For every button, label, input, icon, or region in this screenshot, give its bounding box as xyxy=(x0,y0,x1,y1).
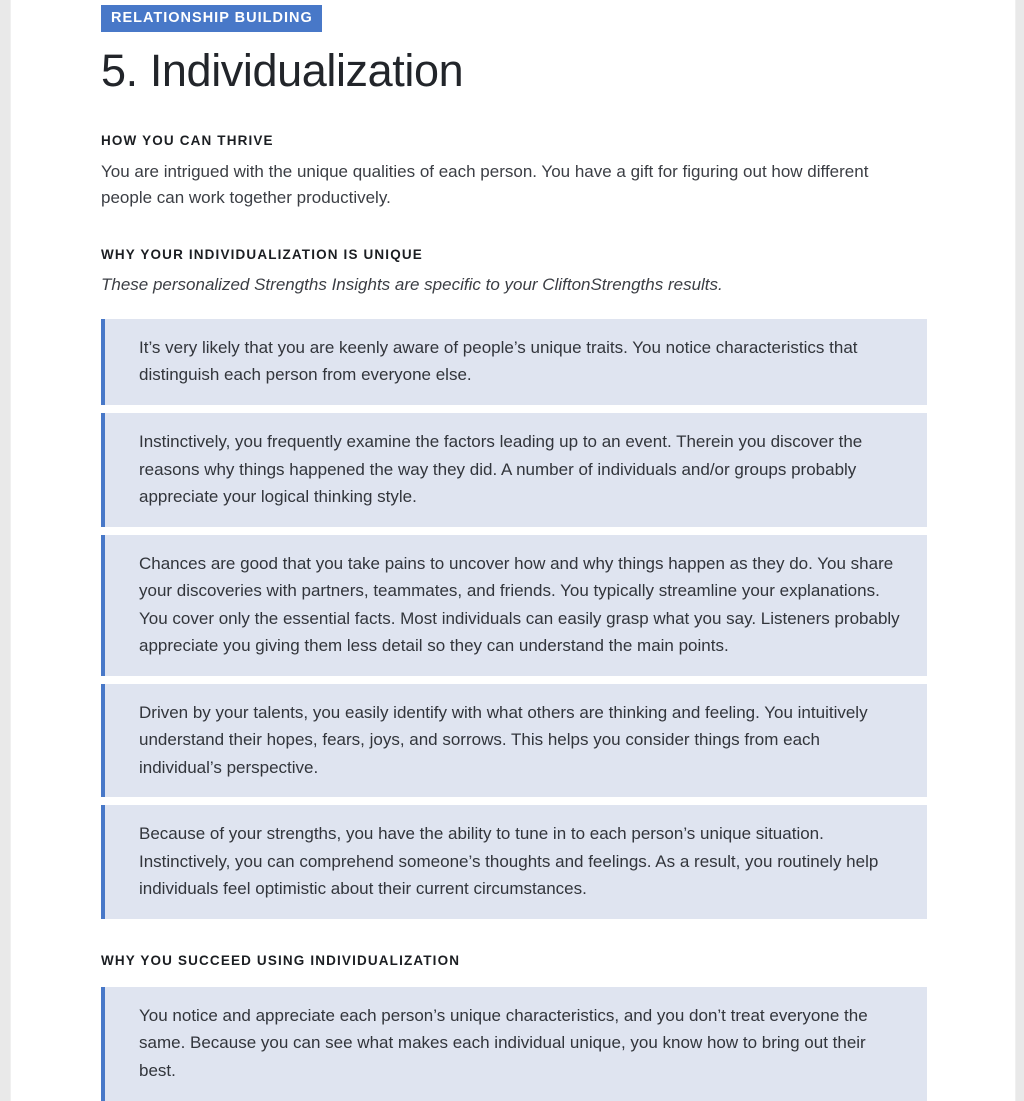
accent-bar-icon xyxy=(101,413,105,527)
category-badge-row xyxy=(101,0,937,32)
accent-bar-icon xyxy=(101,805,105,919)
insight-card xyxy=(101,413,927,527)
category-badge: RELATIONSHIP BUILDING xyxy=(101,5,322,32)
insight-card-text: You notice and appreciate each person’s unique characteristics, and you don’t treat everyone the same. Because you can see what makes each individual unique, you know how to bring out their best. xyxy=(139,1005,868,1080)
page-title: 5. Individualization xyxy=(101,44,464,96)
insight-card xyxy=(101,987,927,1101)
personalized-insights-subtitle: These personalized Strengths Insights are specific to your CliftonStrengths results. xyxy=(101,275,723,295)
insight-card xyxy=(101,535,927,676)
accent-bar-icon xyxy=(101,987,105,1101)
thrive-description: You are intrigued with the unique qualities of each person. You have a gift for figuring out how different people can work together productively. xyxy=(101,161,869,208)
report-page xyxy=(11,0,1015,1101)
insight-card-text: Driven by your talents, you easily identify with what others are thinking and feeling. You intuitively understand their hopes, fears, joys, and sorrows. This helps you consider things from each individual’s perspective. xyxy=(139,702,868,777)
section-heading-why-your-individualization-is-unique: WHY YOUR INDIVIDUALIZATION IS UNIQUE xyxy=(101,247,423,263)
page-content xyxy=(11,0,1015,1101)
insight-card-text: Chances are good that you take pains to uncover how and why things happen as they do. You share your discoveries with partners, teammates, and friends. You typically streamline your explanations. You cover only the essential facts. Most individuals can easily grasp what you say. Listeners probably appreciate you giving them less detail so they can understand the main points. xyxy=(139,553,900,656)
insight-card-text: Because of your strengths, you have the ability to tune in to each person’s unique situation. Instinctively, you can comprehend someone’s thoughts and feelings. As a result, you routinely help individuals feel optimistic about their current circumstances. xyxy=(139,824,879,899)
insight-card xyxy=(101,805,927,919)
insight-card xyxy=(101,684,927,798)
insight-card xyxy=(101,319,927,405)
section-heading-why-you-succeed-using-individualization: WHY YOU SUCCEED USING INDIVIDUALIZATION xyxy=(101,952,461,968)
accent-bar-icon xyxy=(101,535,105,676)
insight-card-text: Instinctively, you frequently examine the factors leading up to an event. Therein you discover the reasons why things happened the way they did. A number of individuals and/or groups probably appreciate your logical thinking style. xyxy=(139,432,863,507)
accent-bar-icon xyxy=(101,319,105,405)
accent-bar-icon xyxy=(101,684,105,798)
insight-card-text: It’s very likely that you are keenly aware of people’s unique traits. You notice characteristics that distinguish each person from everyone else. xyxy=(139,337,858,385)
unique-insight-card-list xyxy=(101,319,937,919)
succeed-insight-card-list xyxy=(101,987,937,1101)
section-heading-how-you-can-thrive: HOW YOU CAN THRIVE xyxy=(101,132,274,148)
